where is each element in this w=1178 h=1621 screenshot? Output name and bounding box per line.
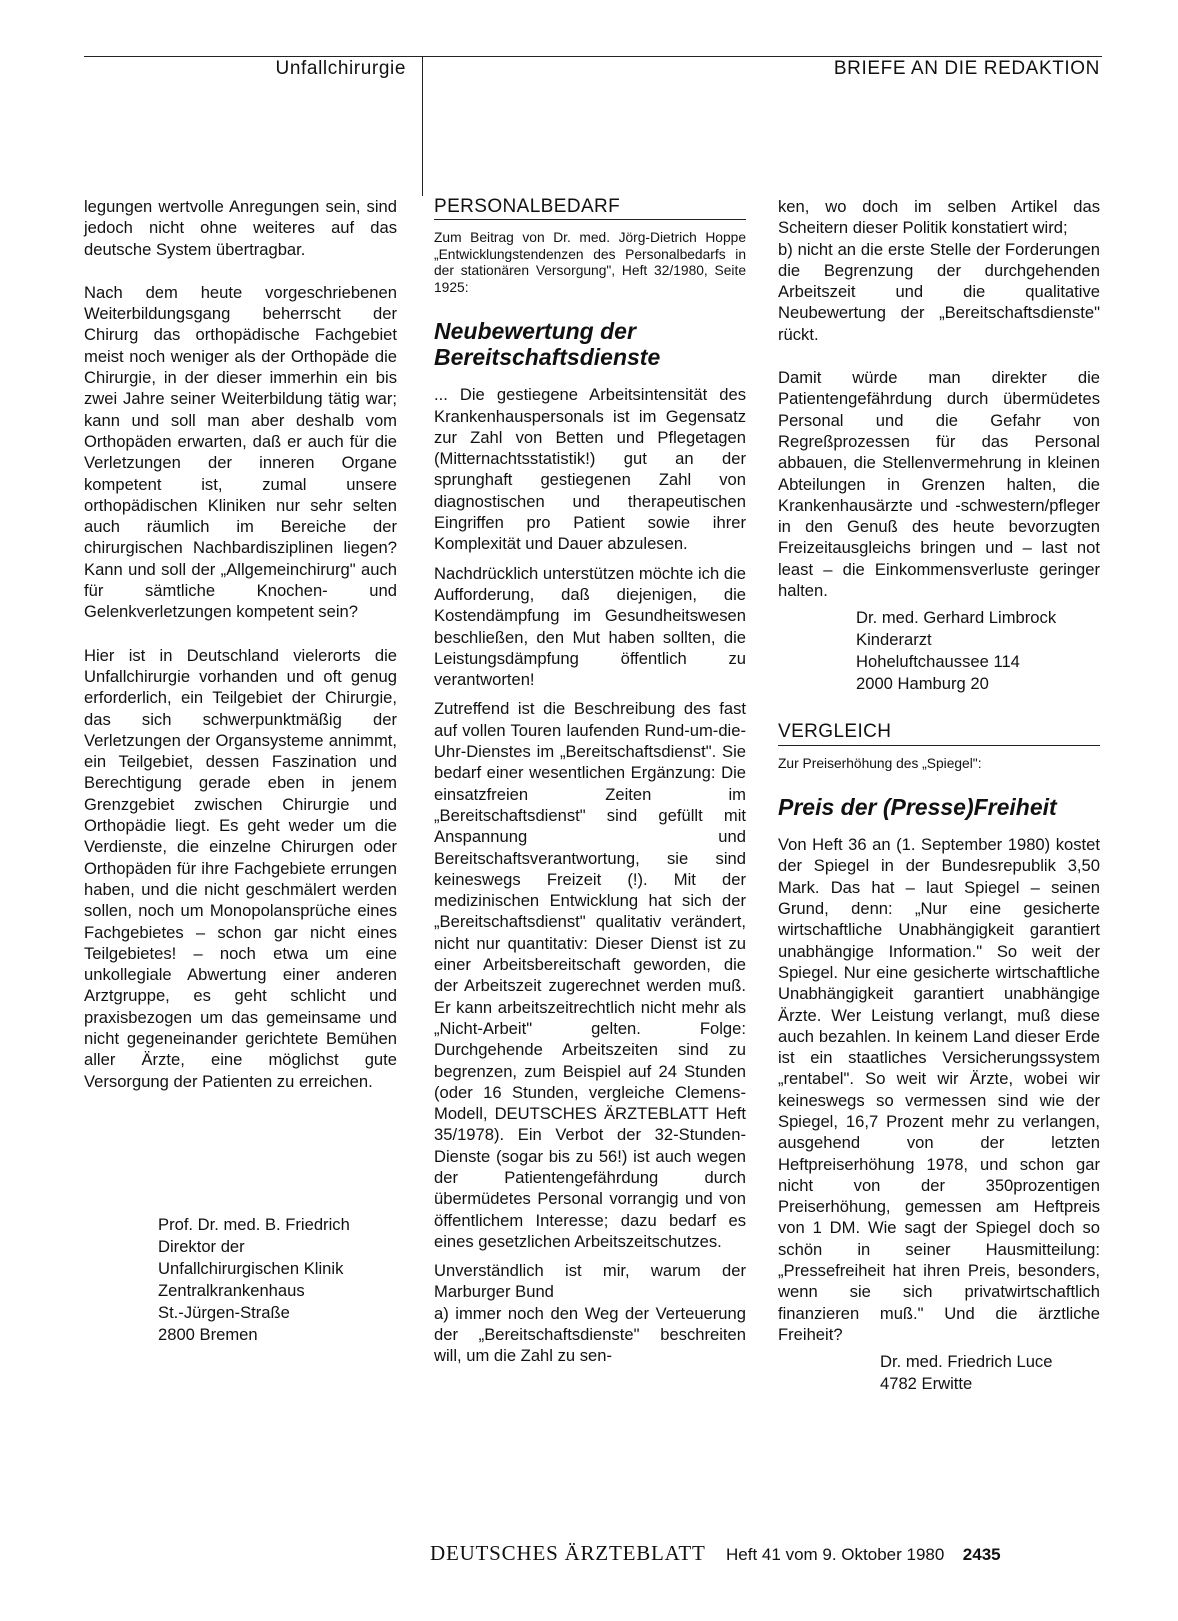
signature-line: 2800 Bremen: [158, 1324, 258, 1344]
signature-line: 2000 Hamburg 20: [856, 674, 989, 694]
paragraph: Nach dem heute vorgeschriebenen Weiterbildungsgang beherrscht der Chirurg das orthopädische Fachgebiet meist noch weniger als der Orthopäde die Chirurgie, in der dieser immerhin ein bis zwei Jahre seiner Weiterbildung tätig war; kann und soll man aber deshalb vom Orthopäden erwarten, daß er auch für die Verletzungen der inneren Organe kompetent ist, zumal unsere orthopädischen Kliniken nur sehr selten auch räumlich im Bereiche der chirurgischen Nachbardisziplinen liegen? Kann und soll der „Allgemeinchirurg" auch für sämtliche Knochen- und Gelenkverletzungen kompetent sein?: [84, 282, 397, 622]
paragraph: ... Die gestiegene Arbeitsintensität des Krankenhauspersonals ist im Gegensatz zur Zahl von Betten und Pflegetagen (Mitternachtsstatistik!) gut an der sprunghaft gestiegenen Zahl von diagnostischen und therapeutischen Eingriffen pro Patient sowie ihrer Komplexität und Dauer abzulesen.: [434, 385, 746, 554]
paragraph: Zutreffend ist die Beschreibung des fast auf vollen Touren laufenden Rund-um-die-Uhr-Dienstes im „Bereitschaftsdienst". Sie bedarf einer wesentlichen Ergänzung: Die einsatzfreien Zeiten im „Bereitschaftsdienst" sind gefüllt mit Anspannung und Bereitschaftsverantwortung, sie sind keineswegs Freizeit (!). Mit der medizinischen Entwicklung hat sich der „Bereitschaftsdienst" qualitativ verändert, nicht nur quantitativ: Dieser Dienst ist zu einer Arbeitsbereitschaft geworden, die der Arbeitszeit zugerechnet werden muß. Er kann arbeitszeitrechtlich nicht mehr als „Nicht-Arbeit" gelten. Folge: Durchgehende Arbeitszeiten sind zu begrenzen, zum Beispiel auf 24 Stunden (oder 16 Stunden, vergleiche Clemens-Modell, DEUTSCHES ÄRZTEBLATT Heft 35/1978). Ein Verbot der 32-Stunden-Dienste (sogar bis zu 56!) ist auch wegen der Patientengefährdung durch übermüdetes Personal vorrangig und von öffentlichem Interesse; dazu bedarf es eines gesetzlichen Arbeitszeitschutzes.: [434, 699, 746, 1251]
signature-luce: [778, 1351, 1100, 1395]
letter-headline: Preis der (Presse)Freiheit: [778, 794, 1057, 821]
signature-line: Prof. Dr. med. B. Friedrich: [158, 1214, 350, 1234]
paragraph: Hier ist in Deutschland vielerorts die Unfallchirurgie vorhanden und oft genug erforderlich, ein Teilgebiet der Chirurgie, das sich schwerpunktmäßig der Verletzungen der Organsysteme annimmt, ein Teilgebiet, dessen Faszination und Berechtigung gerade eben in jenem Grenzgebiet zwischen Chirurgie und Orthopädie liegt. Es geht weder um die Verdienste, die einzelne Chirurgen oder Orthopäden für ihre Fachgebiete errungen haben, und die nicht geschmälert werden sollen, noch um Monopolansprüche eines Fachgebietes – schon gar nicht eines Teilgebietes! – noch etwa um eine unkollegiale Abwertung einer anderen Arztgruppe, es geht schlicht und praxisbezogen um das gemeinsame und nicht gegeneinander gerichtete Bemühen aller Ärzte, eine möglichst gute Versorgung der Patienten zu erreichen.: [84, 645, 397, 1091]
header-rule: [84, 56, 1102, 57]
header-divider: [422, 56, 423, 196]
letter-headline: Neubewertung der Bereitschaftsdienste: [434, 318, 661, 371]
page-number: 2435: [962, 1545, 1001, 1564]
signature-line: 4782 Erwitte: [880, 1374, 973, 1394]
page-footer: [430, 1541, 1102, 1566]
paragraph: ken, wo doch im selben Artikel das Scheitern dieser Politik konstatiert wird;: [778, 197, 1100, 238]
footer-magazine: DEUTSCHES ÄRZTEBLATT: [430, 1541, 706, 1565]
column-left: [84, 196, 397, 1346]
paragraph: Nachdrücklich unterstützen möchte ich die Aufforderung, daß diejenigen, die Kostendämpfung im Gesundheitswesen beschließen, den Mut haben sollten, die Leistungsdämpfung öffentlich zu verantworten!: [434, 563, 746, 690]
section-kicker: PERSONALBEDARF: [434, 196, 746, 220]
signature-friedrich: [84, 1214, 397, 1346]
reference-intro: Zum Beitrag von Dr. med. Jörg-Dietrich Hoppe „Entwicklungstendenzen des Personalbedarfs in der stationären Versorgung", Heft 32/1980, Seite 1925:: [434, 230, 746, 295]
signature-line: Dr. med. Gerhard Limbrock: [856, 608, 1057, 628]
paragraph: legungen wertvolle Anregungen sein, sind jedoch nicht ohne weiteres auf das deutsche System übertragbar.: [84, 197, 397, 259]
column-right: [778, 196, 1100, 1395]
reference-intro: Zur Preiserhöhung des „Spiegel":: [778, 755, 982, 771]
signature-line: Unfallchirurgischen Klinik: [158, 1258, 344, 1278]
signature-line: St.-Jürgen-Straße: [158, 1302, 290, 1322]
running-head-section: Unfallchirurgie: [275, 58, 406, 79]
paragraph: a) immer noch den Weg der Verteuerung der „Bereitschaftsdienste" beschreiten will, um die Zahl zu sen-: [434, 1303, 746, 1366]
paragraph: Unverständlich ist mir, warum der Marburger Bund: [434, 1261, 746, 1302]
section-kicker: VERGLEICH: [778, 721, 1100, 745]
signature-line: Hoheluftchaussee 114: [856, 652, 1020, 672]
paragraph: Von Heft 36 an (1. September 1980) kostet der Spiegel in der Bundesrepublik 3,50 Mark. Das hat – laut Spiegel – seinen Grund, denn: „Nur eine gesicherte wirtschaftliche Unabhängigkeit garantiert unabhängige Information." So weit der Spiegel. Nur eine gesicherte wirtschaftliche Unabhängigkeit garantiert unabhängige Ärzte. Wer Leistung verlangt, muß diese auch bezahlen. In keinem Land dieser Erde ist ein staatliches Versicherungssystem „rentabel". So weit wir Ärzte, wobei wir keineswegs so vermessen sind wie der Spiegel, 16,7 Prozent mehr zu verlangen, ausgehend von der letzten Heftpreiserhöhung 1978, und schon gar nicht von der 350prozentigen Preiserhöhung, gemessen am Heftpreis von 1 DM. Wie sagt der Spiegel doch so schön in seiner Hausmitteilung: „Pressefreiheit hat ihren Preis, besonders, wenn sie sich privatwirtschaftlich finanzieren muß." Und die ärztliche Freiheit?: [778, 835, 1100, 1344]
signature-line: Direktor der: [158, 1236, 245, 1256]
paragraph: b) nicht an die erste Stelle der Forderungen die Begrenzung der durchgehenden Arbeitszeit und die qualitative Neubewertung der „Bereitschaftsdienste" rückt.: [778, 239, 1100, 344]
signature-line: Kinderarzt: [856, 630, 932, 650]
paragraph: Damit würde man direkter die Patientengefährdung durch übermüdetes Personal und die Gefahr von Regreßprozessen für das Personal abbauen, die Stellenvermehrung in kleinen Abteilungen in Grenzen halten, die Krankenhausärzte und -schwestern/pfleger in den Genuß des heute bevorzugten Freizeitausgleichs bringen und – last not least – die Einkommensverluste geringer halten.: [778, 368, 1100, 601]
signature-limbrock: [778, 607, 1100, 695]
column-middle: [434, 196, 746, 1367]
running-head-rubric: BRIEFE AN DIE REDAKTION: [833, 58, 1100, 79]
signature-line: Dr. med. Friedrich Luce: [880, 1352, 1053, 1372]
footer-issue: Heft 41 vom 9. Oktober 1980: [726, 1545, 945, 1564]
signature-line: Zentralkrankenhaus: [158, 1280, 305, 1300]
